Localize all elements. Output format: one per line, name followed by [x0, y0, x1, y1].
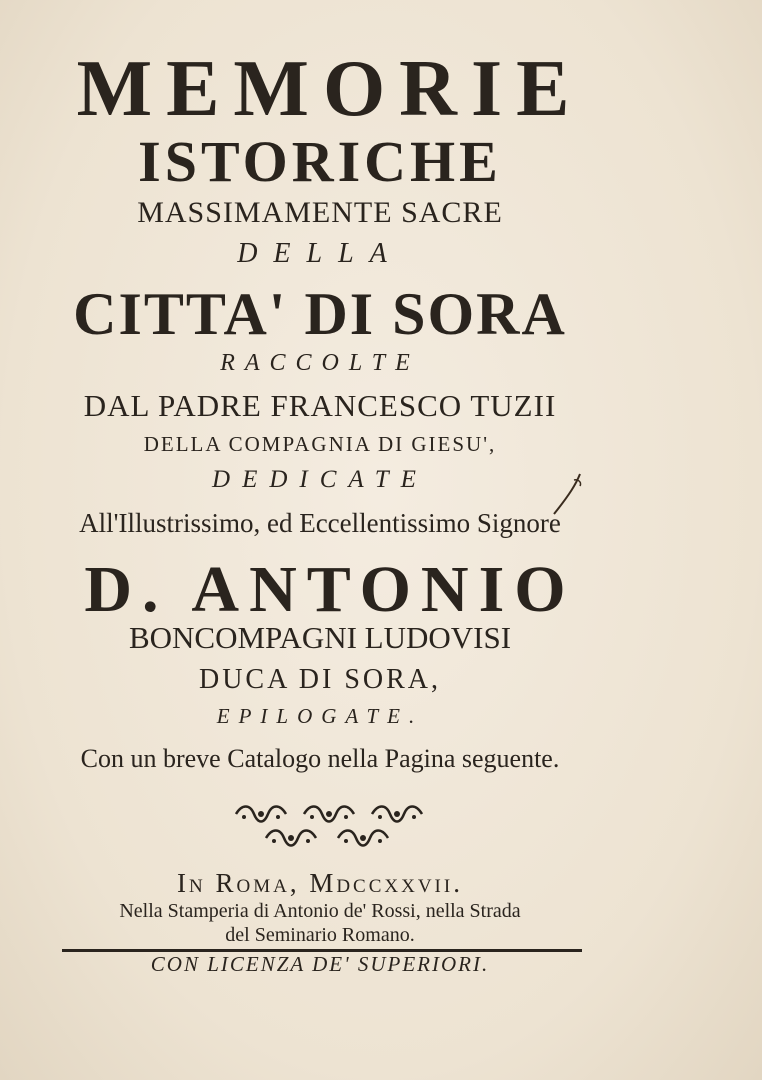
imprint-place-date: In Roma, Mdccxxvii. [177, 868, 463, 898]
dedicatee-family: BONCOMPAGNI LUDOVISI [128, 620, 512, 655]
epilogate-line: EPILOGATE. [216, 704, 424, 728]
order-line: DELLA COMPAGNIA DI GIESU', [143, 432, 497, 456]
ornament-group [0, 800, 640, 852]
subtitle-della: DELLA [237, 238, 403, 269]
city-title: CITTA' DI SORA [73, 281, 567, 347]
dedicatee-title: DUCA DI SORA, [198, 664, 442, 695]
floral-ornament-icon [300, 804, 358, 824]
author-line: DAL PADRE FRANCESCO TUZII [83, 388, 557, 423]
title-line-memorie: MEMORIE [76, 45, 584, 133]
pen-mark-icon [540, 470, 590, 520]
title-line-istoriche: ISTORICHE [138, 129, 502, 194]
imprint-printer-line-2: del Seminario Romano. [225, 924, 415, 946]
license-line: CON LICENZA DE' SUPERIORI. [150, 952, 490, 976]
dedicate-line: DEDICATE [212, 466, 428, 493]
dedicatee-name: D. ANTONIO [84, 553, 576, 626]
catalogue-line: Con un breve Catalogo nella Pagina seguente. [80, 744, 560, 773]
floral-ornament-icon [232, 804, 290, 824]
imprint-printer-line-1: Nella Stamperia di Antonio de' Rossi, nella Strada [119, 900, 521, 922]
subtitle-raccolte: RACCOLTE [220, 350, 420, 376]
subtitle-line: MASSIMAMENTE SACRE [137, 196, 503, 229]
floral-ornament-icon [262, 828, 320, 848]
dedication-line: All'Illustrissimo, ed Eccellentissimo Signore [79, 508, 561, 538]
floral-ornament-icon [334, 828, 392, 848]
floral-ornament-icon [368, 804, 426, 824]
